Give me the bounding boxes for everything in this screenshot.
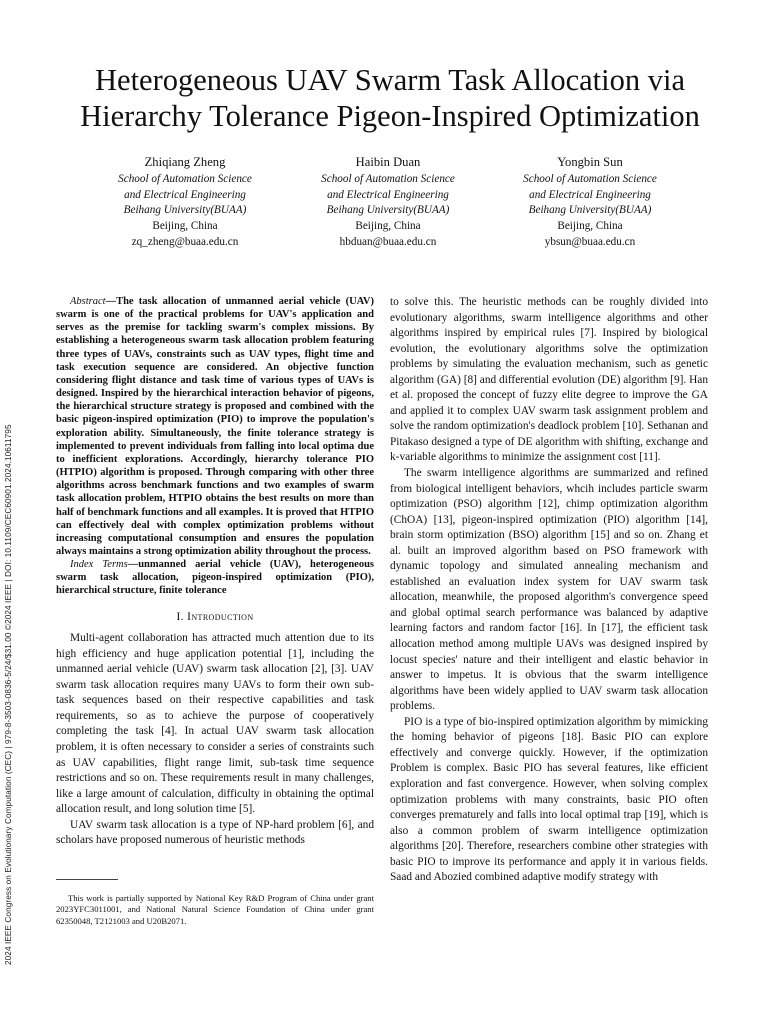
section-heading — [56, 610, 374, 626]
abstract-label: Abstract — [70, 296, 106, 307]
author-affiliation: and Electrical Engineering — [124, 188, 246, 201]
section-title: Introduction — [187, 610, 254, 623]
author-affiliation: Beihang University(BUAA) — [528, 204, 652, 217]
author-name: Haibin Duan — [355, 155, 421, 169]
footnote-rule — [56, 879, 118, 880]
author-3 — [485, 155, 695, 251]
side-note-text: 2024 IEEE Congress on Evolutionary Computation (CEC) | 979-8-3503-0836-5/24/$31.00 ©2024 IEEE | DOI: 10.1109/CEC60901.2024.10611795 — [4, 424, 13, 965]
author-name: Zhiqiang Zheng — [144, 155, 226, 169]
author-affiliation: School of Automation Science — [118, 172, 252, 185]
author-affiliation: and Electrical Engineering — [529, 188, 651, 201]
author-affiliation: Beihang University(BUAA) — [123, 204, 247, 217]
author-email: hbduan@buaa.edu.cn — [339, 235, 437, 248]
intro-paragraph-2: UAV swarm task allocation is a type of NP-hard problem [6], and scholars have proposed numerous of heuristic methods — [56, 818, 374, 847]
author-email: zq_zheng@buaa.edu.cn — [131, 235, 239, 248]
author-affiliation: School of Automation Science — [523, 172, 657, 185]
author-city: Beijing, China — [557, 220, 623, 233]
section-number: I. — [176, 610, 184, 623]
index-terms-label: Index Terms — [70, 559, 128, 571]
right-column — [390, 295, 708, 886]
index-terms — [56, 558, 374, 597]
author-affiliation: School of Automation Science — [321, 172, 455, 185]
right-paragraph-3: PIO is a type of bio-inspired optimization algorithm by mimicking the homing behavior of pigeons [18]. Basic PIO can explore effectively and converge quickly. However, if the optimization Problem is complex. Basic PIO has several features, like efficient exploration and fast convergence. However, when solving complex optimization problems with many constraints, basic PIO often converges prematurely and falls into local optimal trap [19], which is also a common problem of swarm intelligence optimization algorithms [20]. Therefore, researchers combine other strategies with basic PIO to improve its performance and apply it in various fields. Saad and Abozied combined adaptive modify strategy with — [390, 715, 708, 884]
right-paragraph-1: to solve this. The heuristic methods can be roughly divided into evolutionary algorithms, swarm intelligence algorithms and other algorithms inspired by empirical rules [7]. Inspired by biological evolution, the evolutionary algorithms solve the optimization problems by simulating the evaluation mechanism, such as genetic algorithm (GA) [8] and differential evolution (DE) algorithm [9]. Han et al. proposed the concept of fuzzy elite degree to improve the GA and applied it to complex UAV swarm task assignment problem and solve the random optimization's deadlock problem [10]. Sethanan and Pitakaso designed a type of DE algorithm with shifting, exchange and k-variable algorithms to minimize the assignment cost [11]. — [390, 296, 708, 464]
copyright-side-note — [4, 345, 26, 965]
author-1 — [80, 155, 290, 251]
funding-footnote: This work is partially supported by National Key R&D Program of China under grant 2023YFC3011001, and National Natural Science Foundation of China under grant 62350048, T2121003 and U20B2071. — [56, 893, 374, 926]
paper-title — [40, 62, 740, 134]
abstract — [56, 295, 374, 558]
left-column — [56, 295, 374, 849]
author-city: Beijing, China — [152, 220, 218, 233]
index-terms-text: —unmanned aerial vehicle (UAV), heterogeneous swarm task allocation, pigeon-inspired optimization (PIO), hierarchical structure, finite tolerance — [56, 559, 374, 597]
author-affiliation: Beihang University(BUAA) — [326, 204, 450, 217]
right-paragraph-2: The swarm intelligence algorithms are summarized and refined from biological intelligent behaviors, whcih includes particle swarm optimization (PSO) algorithm [12], chimp optimization algorithm (ChOA) [13], pigeon-inspired optimization (PIO) algorithm [14], brain storm optimization (BSO) algorithm [15] and so on. Zhang et al. built an improved algorithm based on PSO framework with dynamic topology and simulated annealing mechanism and established an evaluation index system for UAV swarm task allocation, meanwhile, the proposed algorithm's convergence speed and global optimal search performance was balanced by adaptive learning factors and random factor [16]. In [17], the efficient task allocation method among multiple UAVs was designed inspired by locust species' nature and their intelligent and elastic behavior in answer to impetus. It is obvious that the swarm intelligence algorithms have been widely applied to UAV swarm task allocation problems. — [390, 467, 708, 713]
author-2 — [283, 155, 493, 251]
author-affiliation: and Electrical Engineering — [327, 188, 449, 201]
intro-paragraph-1: Multi-agent collaboration has attracted much attention due to its high efficiency and huge application potential [1], including the unmanned aerial vehicle (UAV) swarm task allocation [2], [3]. UAV swarm task allocation requires many UAVs to form their own sub-task sequences based on their respective capabilities and task requirements, so as to achieve the purpose of cooperatively completing the task [4]. In actual UAV swarm task allocation problem, it is often necessary to consider a series of constraints such as UAV capabilities, flight range limit, sub-task time sequence restrictions and so on. These requirements result in many challenges, like a large amount of calculation, difficulty in obtaining the optimal allocation result, and long solution time [5]. — [56, 632, 374, 816]
title-line-2: Hierarchy Tolerance Pigeon-Inspired Optimization — [80, 99, 700, 133]
author-city: Beijing, China — [355, 220, 421, 233]
author-name: Yongbin Sun — [557, 155, 623, 169]
author-email: ybsun@buaa.edu.cn — [544, 235, 636, 248]
title-line-1: Heterogeneous UAV Swarm Task Allocation via — [95, 63, 685, 97]
abstract-text: —The task allocation of unmanned aerial vehicle (UAV) swarm is one of the practical problems for UAV's application and serves as the premise for tackling swarm's complex missions. By establishing a heterogeneous swarm task allocation problem featuring three types of UAVs, constraints such as UAV types, flight time and task execution sequence are considered. An objective function considering flight distance and task time of various types of UAVs is designed. Inspired by the hierarchical interaction behavior of pigeons, the hierarchical structure strategy is proposed and combined with the basic pigeon-inspired optimization (PIO) to improve the population's exploration ability. Simultaneously, the finite tolerance strategy is implemented to prevent individuals from falling into local optima due to inefficient explorations. Accordingly, hierarchy tolerance PIO (HTPIO) algorithm is proposed. Through comparing with other three algorithms across benchmark functions and two examples of swarm task allocation problem, HTPIO obtains the best results on more than half of benchmark functions and all examples. It is proved that HTPIO can effectively deal with complex optimization problems without increasing computational consumption and ensures the population always maintains a strong optimization ability throughout the process. — [56, 296, 374, 557]
